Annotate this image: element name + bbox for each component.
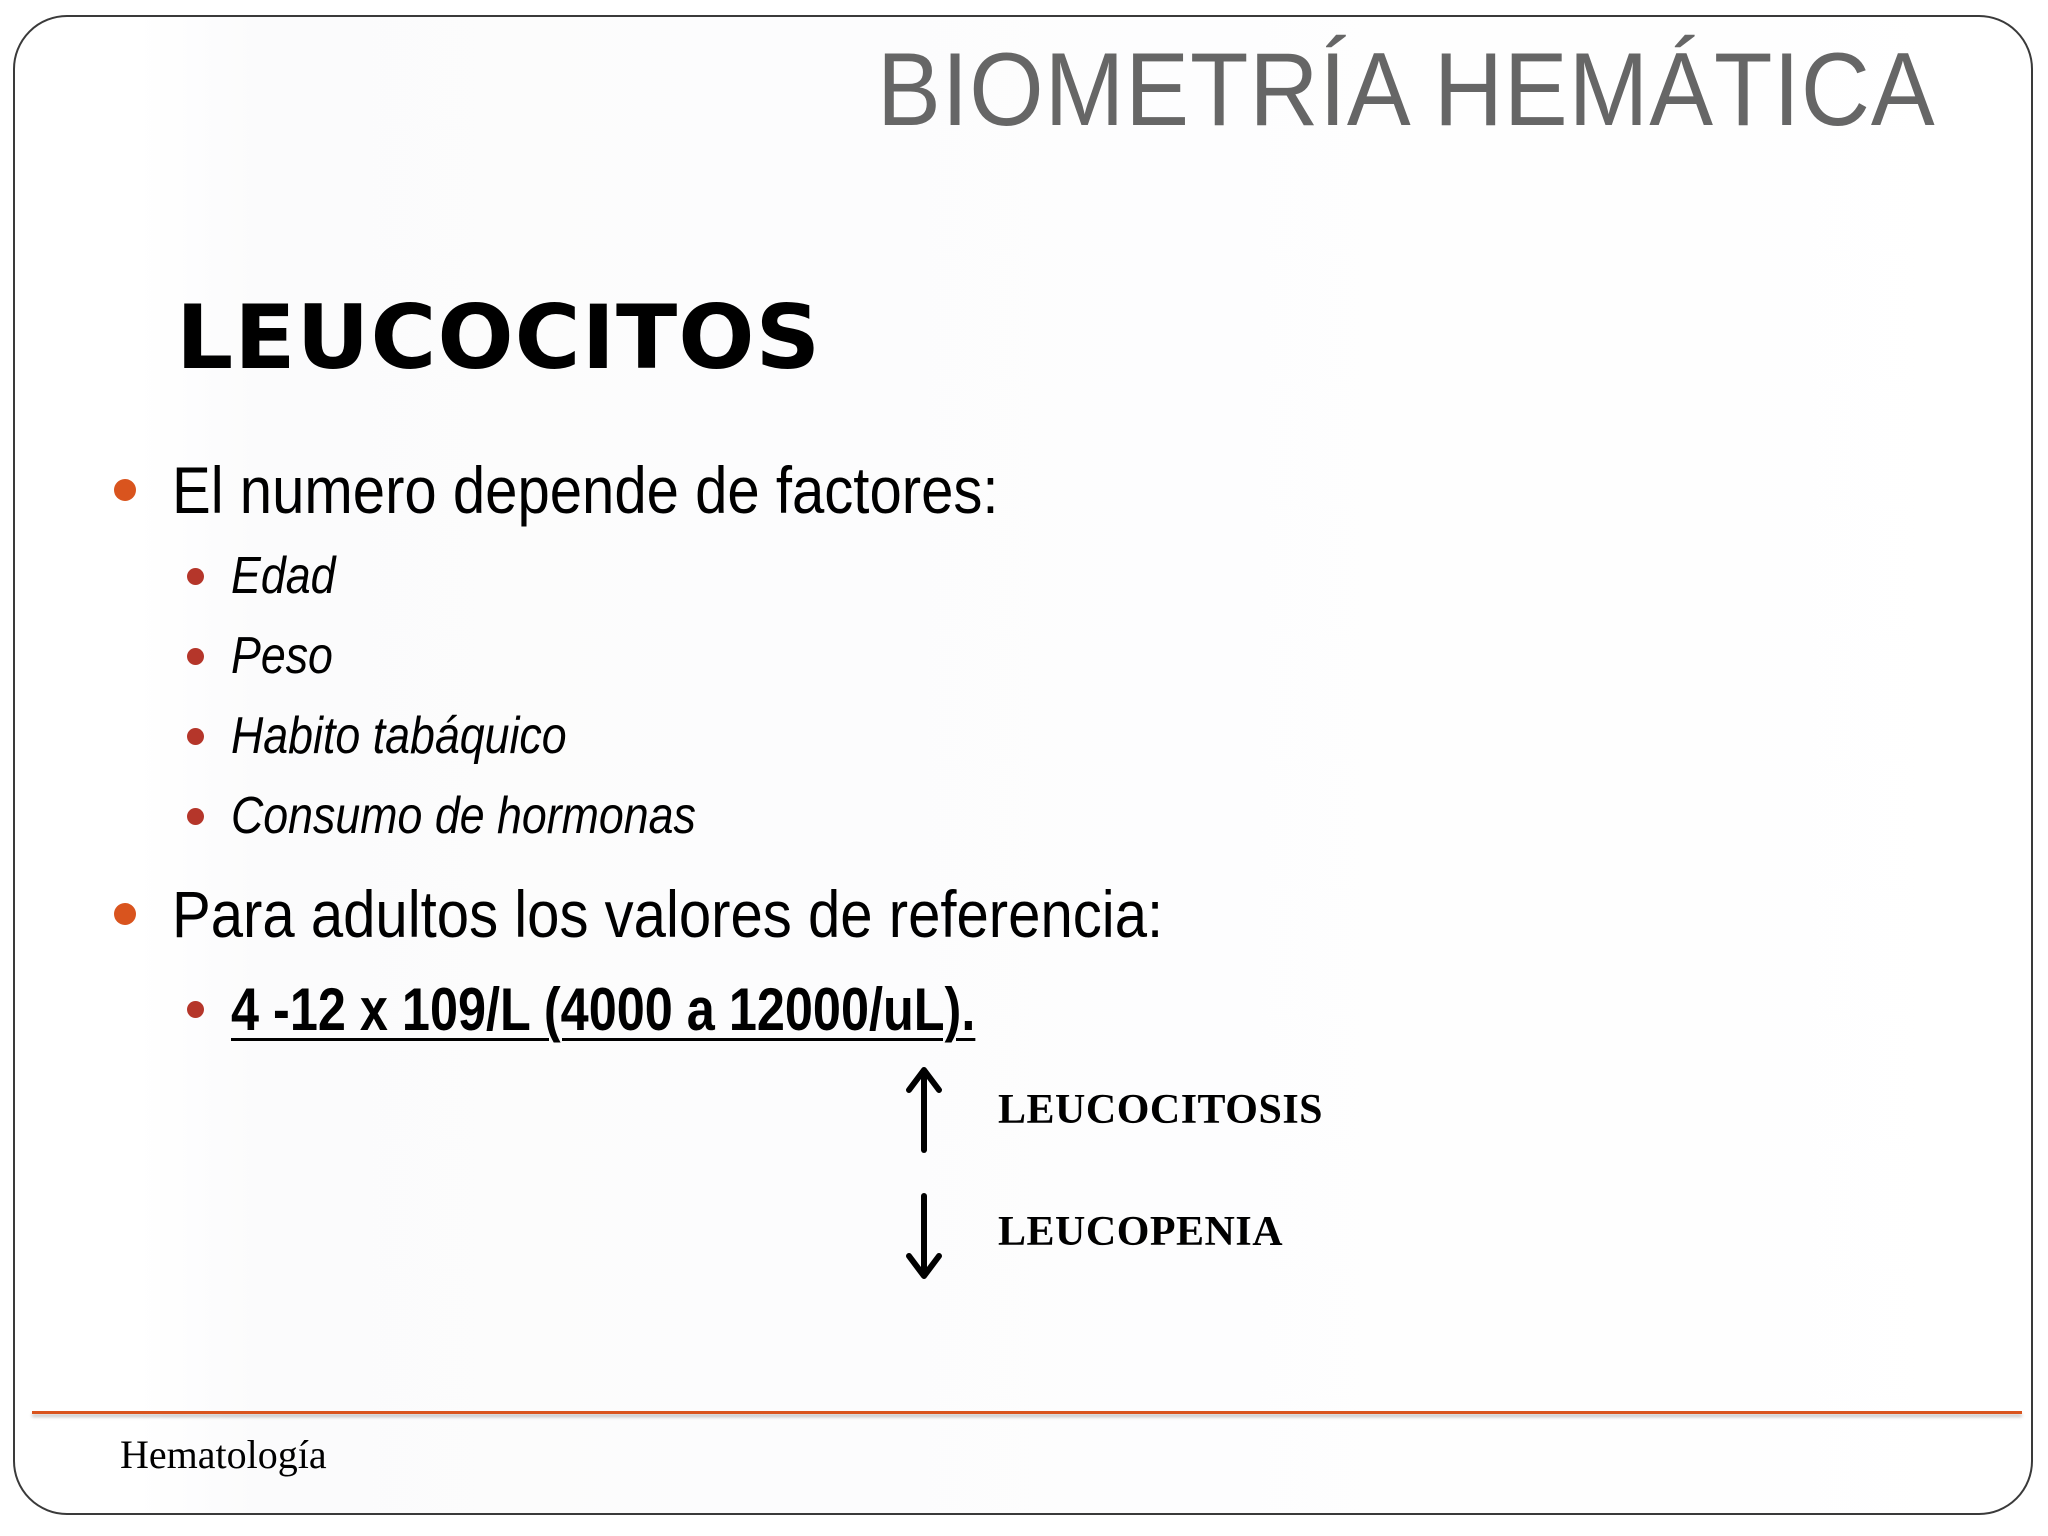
sub-bullet-item: [187, 546, 352, 606]
bullet-item: [114, 452, 1111, 528]
bullet-text: Para adultos los valores de referencia:: [172, 877, 1164, 951]
footer-divider: [32, 1411, 2022, 1414]
sub-bullet-item: [187, 706, 621, 766]
sub-bullet-dot: [187, 728, 204, 745]
footer-label: Hematología: [120, 1432, 327, 1477]
sub-bullet-item: [187, 626, 350, 686]
bullet-dot: [114, 903, 136, 925]
sub-bullet-item: [187, 975, 1117, 1044]
sub-bullet-dot: [187, 648, 204, 665]
sub-bullet-dot: [187, 568, 204, 585]
sub-bullet-text: Habito tabáquico: [231, 707, 567, 765]
section-heading: LEUCOCITOS: [176, 286, 822, 389]
arrow-down-icon: [904, 1192, 944, 1282]
reference-value: 4 -12 x 109/L (4000 a 12000/uL).: [231, 976, 976, 1043]
sub-bullet-text: Peso: [231, 627, 333, 685]
leucopenia-label: LEUCOPENIA: [998, 1209, 1284, 1255]
sub-bullet-item: [187, 786, 772, 846]
bullet-item: [114, 876, 1298, 952]
leucocitosis-label: LEUCOCITOSIS: [998, 1087, 1324, 1133]
sub-bullet-text: Consumo de hormonas: [231, 787, 696, 845]
bullet-text: El numero depende de factores:: [172, 453, 999, 527]
slide-title: BIOMETRÍA HEMÁTICA: [877, 32, 1936, 148]
arrow-up-icon: [904, 1064, 944, 1154]
sub-bullet-text: Edad: [231, 547, 336, 605]
sub-bullet-dot: [187, 1001, 204, 1018]
sub-bullet-dot: [187, 808, 204, 825]
bullet-dot: [114, 479, 136, 501]
